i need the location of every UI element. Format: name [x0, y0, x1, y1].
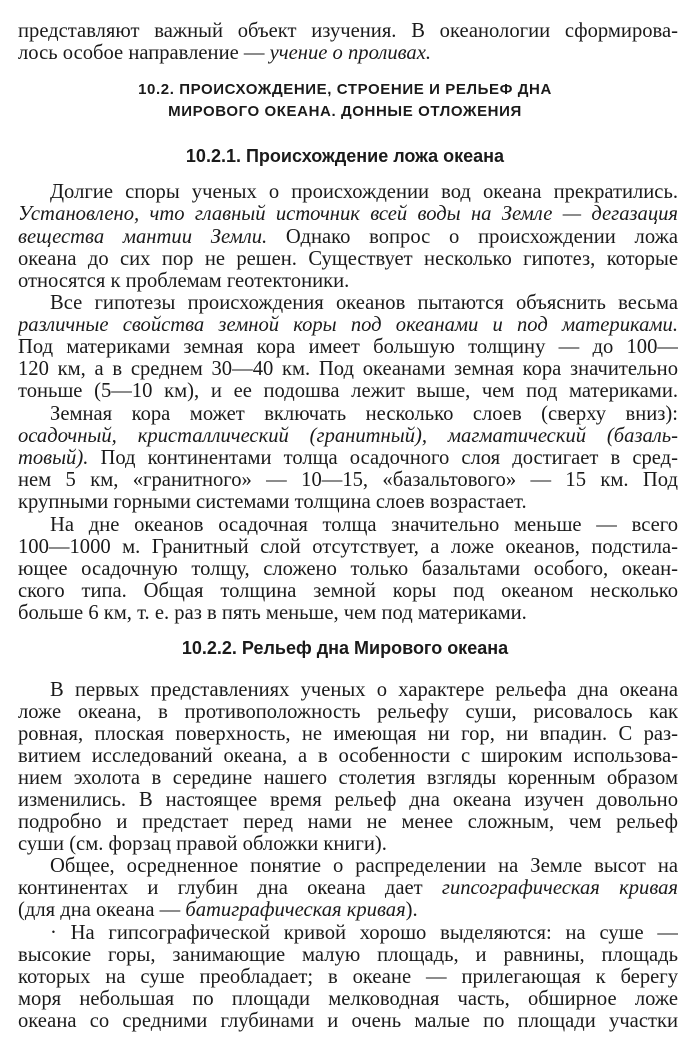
- s1p2-line-1: Все гипотезы происхождения океанов пытаются объяснить весьма: [50, 292, 678, 314]
- s2p1-line-6: изменились. В настоящее время рельеф дна океана изучен довольно: [18, 789, 678, 811]
- subsection-heading-1: 10.2.1. Происхождение ложа океана: [185, 146, 505, 166]
- s2p3-line-2: высокие горы, занимающие малую площадь, и равнины, площадь: [18, 944, 678, 966]
- s2p2-text: (для дна океана —: [18, 899, 186, 921]
- intro-text: представляют важный объект изучения. В океанологии сформирова-: [18, 20, 678, 42]
- s1p3-line-2: осадочный, кристаллический (гранитный), магматический (базаль-: [18, 425, 678, 447]
- s1p2-line-5: тоньше (5—10 км), и ее подошва лежит выше, чем под материками.: [18, 380, 678, 402]
- s1p3-emphasis: товый).: [18, 447, 89, 469]
- section-heading-line-1: 10.2. ПРОИСХОЖДЕНИЕ, СТРОЕНИЕ И РЕЛЬЕФ ДНА: [138, 81, 552, 98]
- s1p1-line-1: Долгие споры ученых о происхождении вод океана прекратились.: [50, 181, 678, 203]
- s1p3-line-1: Земная кора может включать несколько слоев (сверху вниз):: [50, 403, 678, 425]
- s1p3-line-4: нем 5 км, «гранитного» — 10—15, «базальтового» — 15 км. Под: [18, 469, 678, 491]
- intro-emphasis: учение о проливах.: [269, 42, 432, 64]
- s2p1-line-3: ровная, плоская поверхность, не имеющая ни гор, ни впадин. С раз-: [18, 723, 678, 745]
- s1p2-line-3: Под материками земная кора имеет большую толщину — до 100—: [18, 336, 678, 358]
- s1p3-text: Под континентами толща осадочного слоя достигает в сред-: [88, 447, 678, 469]
- intro-text: лось особое направление —: [18, 42, 270, 64]
- s2p1-line-8: суши (см. форзац правой обложки книги).: [18, 833, 387, 855]
- s2p2-emphasis: батиграфическая кривая: [185, 899, 406, 921]
- s1p4-line-2: 100—1000 м. Гранитный слой отсутствует, а ложе океанов, подстила-: [18, 536, 678, 558]
- s2p1-line-1: В первых представлениях ученых о характере рельефа дна океана: [50, 679, 678, 701]
- s2p2-line-2: [18, 877, 678, 900]
- s1p3-line-3: [18, 447, 678, 470]
- s2p2-emphasis: гипсографическая кривая: [441, 877, 678, 899]
- s2p3-line-4: моря небольшая по площади мелководная часть, обширное ложе: [18, 988, 678, 1010]
- section-heading-line-2: МИРОВОГО ОКЕАНА. ДОННЫЕ ОТЛОЖЕНИЯ: [168, 103, 522, 120]
- s1p1-line-2: Установлено, что главный источник всей воды на Земле — дегазация: [18, 203, 678, 225]
- s1p3-line-5: крупными горными системами толщина слоев возрастает.: [18, 491, 527, 513]
- s2p1-line-5: нием эхолота в середине нашего столетия взгляды коренным образом: [18, 767, 678, 789]
- s2p1-line-2: ложе океана, в противоположность рельефу суши, рисовалось как: [18, 701, 678, 723]
- s1p4-line-3: ющее осадочную толщу, сложено только базальтами особого, океан-: [18, 558, 678, 580]
- s2p2-line-3: [18, 899, 678, 922]
- s1p4-line-4: ского типа. Общая толщина земной коры под океаном несколько: [18, 580, 678, 602]
- s2p1-line-4: витием исследований океана, а в особенности с широким использова-: [18, 745, 678, 767]
- s2p2-line-1: Общее, осредненное понятие о распределении на Земле высот на: [50, 855, 678, 877]
- s2p1-line-7: подробно и предстает перед нами не менее сложным, чем рельеф: [18, 811, 678, 833]
- s1p4-line-5: больше 6 км, т. е. раз в пять меньше, чем под материками.: [18, 602, 527, 624]
- s2p3-line-1: · На гипсографической кривой хорошо выделяются: на суше —: [50, 922, 678, 944]
- s1p1-line-5: относятся к проблемам геотектоники.: [18, 270, 350, 292]
- s2p3-line-5: океана со средними глубинами и очень малые по площади участки: [18, 1010, 678, 1032]
- s2p3-line-3: которых на суше преобладает; в океане — прилегающая к берегу: [18, 966, 678, 988]
- s1p4-line-1: На дне океанов осадочная толща значительно меньше — всего: [50, 514, 678, 536]
- s1p1-emphasis: вещества мантии Земли.: [18, 226, 268, 248]
- s2p2-text: континентах и глубин дна океана дает: [18, 877, 442, 899]
- s1p1-text: Однако вопрос о происхождении ложа: [267, 226, 678, 248]
- subsection-heading-2: 10.2.2. Рельеф дна Мирового океана: [181, 638, 509, 658]
- s1p2-line-4: 120 км, а в среднем 30—40 км. Под океанами земная кора значительно: [18, 358, 678, 380]
- s1p1-line-4: океана до сих пор не решен. Существует несколько гипотез, которые: [18, 248, 678, 270]
- intro-line-2: [18, 42, 678, 65]
- intro-line-1: [18, 20, 678, 43]
- s2p2-text: ).: [405, 899, 418, 921]
- s1p2-line-2: различные свойства земной коры под океанами и под материками.: [18, 314, 678, 336]
- s1p1-line-3: [18, 226, 678, 249]
